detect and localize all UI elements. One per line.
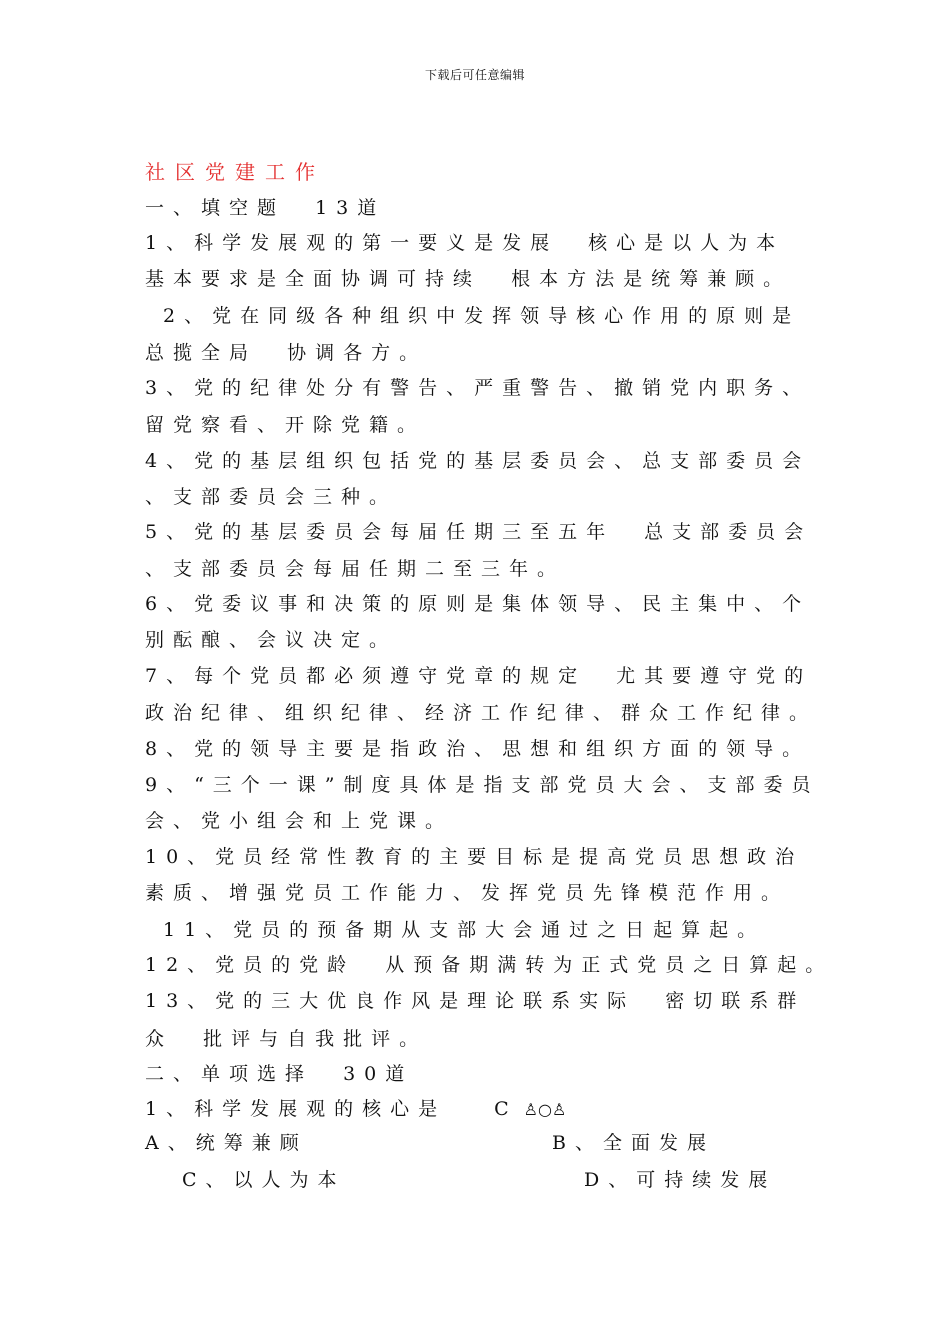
answer-letter: C [494, 1098, 518, 1120]
text-line: 4、党的基层组织包括党的基层委员会、总支部委员会 [145, 450, 811, 472]
text-line: 政治纪律、组织纪律、经济工作纪律、群众工作纪律。 [145, 702, 818, 724]
page-header: 下载后可任意编辑 [424, 68, 525, 82]
option-b: B、全面发展 [552, 1132, 715, 1154]
text-line: 7、每个党员都必须遵守党章的规定 尤其要遵守党的 [145, 665, 813, 687]
section1-heading: 一、填空题 13道 [145, 197, 386, 219]
text-line: 9、“三个一课”制度具体是指支部党员大会、支部委员 [145, 774, 820, 796]
text-line: 总揽全局 协调各方。 [145, 342, 428, 364]
option-a: A、统筹兼顾 [145, 1132, 308, 1154]
text-line: 别酝酿、会议决定。 [145, 629, 398, 651]
text-line: 6、党委议事和决策的原则是集体领导、民主集中、个 [145, 593, 811, 615]
text-line: 8、党的领导主要是指政治、思想和组织方面的领导。 [145, 738, 811, 760]
section2-heading: 二、单项选择 30道 [145, 1063, 414, 1085]
text-line: 会、党小组会和上党课。 [145, 810, 454, 832]
text-line: 素质、增强党员工作能力、发挥党员先锋模范作用。 [145, 882, 790, 904]
question-text: 1、科学发展观的核心是 [145, 1098, 447, 1120]
text-line: 11、党员的预备期从支部大会通过之日起算起。 [163, 919, 766, 941]
question-1 [145, 1097, 566, 1122]
pawn-symbols-icon: ♙○♙ [523, 1100, 567, 1119]
text-line: 5、党的基层委员会每届任期三至五年 总支部委员会 [145, 521, 813, 543]
text-line: 、支部委员会三种。 [145, 486, 398, 508]
text-line: 1、科学发展观的第一要义是发展 核心是以人为本 [145, 232, 785, 254]
text-line: 、支部委员会每届任期二至三年。 [145, 558, 566, 580]
document-title: 社区党建工作 [145, 160, 325, 184]
text-line: 2、党在同级各种组织中发挥领导核心作用的原则是 [163, 305, 801, 327]
text-line: 3、党的纪律处分有警告、严重警告、撤销党内职务、 [145, 377, 811, 399]
text-line: 众 批评与自我批评。 [145, 1028, 428, 1050]
text-line: 留党察看、开除党籍。 [145, 414, 426, 436]
text-line: 基本要求是全面协调可持续 根本方法是统筹兼顾。 [145, 268, 792, 290]
option-d: D、可持续发展 [584, 1169, 777, 1191]
option-c: C、以人为本 [182, 1169, 346, 1191]
text-line: 13、党的三大优良作风是理论联系实际 密切联系群 [145, 990, 806, 1012]
text-line: 10、党员经常性教育的主要目标是提高党员思想政治 [145, 846, 804, 868]
text-line: 12、党员的党龄 从预备期满转为正式党员之日算起。 [145, 954, 834, 976]
